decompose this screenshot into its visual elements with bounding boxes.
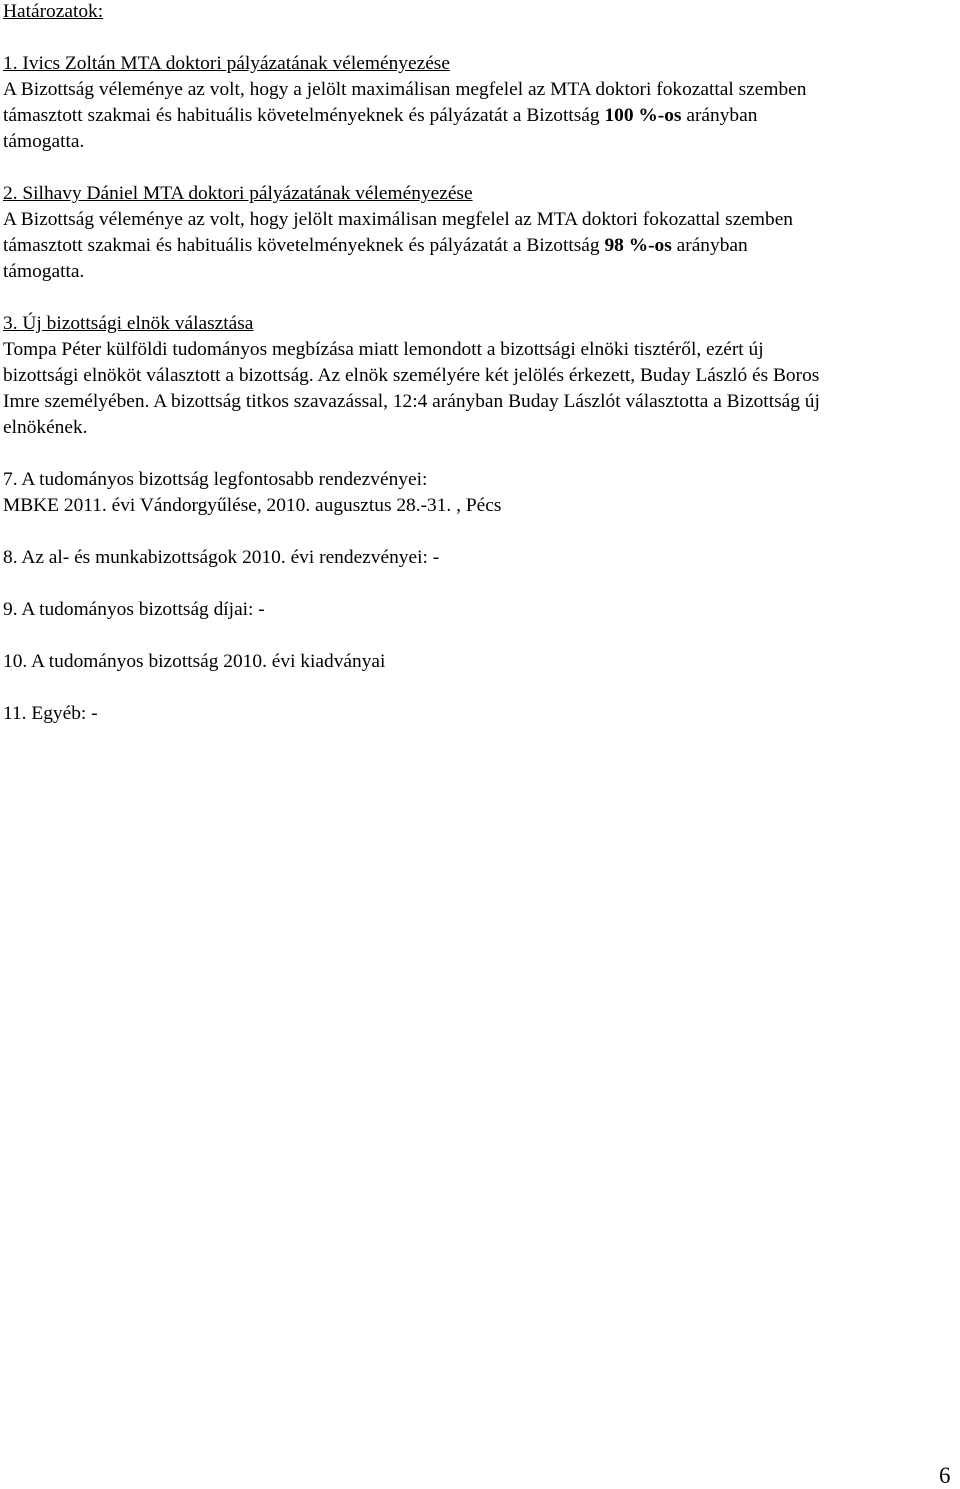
item-3-text-line-4: elnökének. — [3, 417, 88, 438]
item-2-text-line-3: támogatta. — [3, 261, 85, 282]
item-3-text-line-2: bizottsági elnököt választott a bizottság. Az elnök személyére két jelölés érkezett, Buday László és Boros — [3, 365, 820, 386]
decisions-heading: Határozatok: — [3, 1, 104, 22]
item-2-title: 2. Silhavy Dániel MTA doktori pályázatának véleményezése — [3, 183, 473, 204]
section-7-title: 7. A tudományos bizottság legfontosabb rendezvényei: — [3, 469, 428, 490]
item-2-text-line-2c: arányban — [671, 235, 748, 256]
item-1-title: 1. Ivics Zoltán MTA doktori pályázatának véleményezése — [3, 53, 450, 74]
section-9-title: 9. A tudományos bizottság díjai: - — [3, 599, 265, 620]
item-3-title: 3. Új bizottsági elnök választása — [3, 313, 254, 334]
item-1-text-line-2a: támasztott szakmai és habituális követelményeknek és pályázatát a Bizottság — [3, 105, 605, 126]
item-1-text-line-2c: arányban — [681, 105, 758, 126]
item-1-text-line-3: támogatta. — [3, 131, 85, 152]
item-3-text-line-3: Imre személyében. A bizottság titkos szavazással, 12:4 arányban Buday Lászlót választotta a Bizottság új — [3, 391, 820, 412]
section-11-title: 11. Egyéb: - — [3, 703, 98, 724]
item-1-text-line-2 — [3, 104, 757, 128]
section-7-event: MBKE 2011. évi Vándorgyűlése, 2010. augusztus 28.-31. , Pécs — [3, 495, 502, 516]
item-1-percentage: 100 %-os — [604, 105, 682, 126]
item-2-text-line-2 — [3, 234, 748, 258]
page-number: 6 — [939, 1463, 951, 1488]
item-3-text-line-1: Tompa Péter külföldi tudományos megbízása miatt lemondott a bizottsági elnöki tisztéről, ezért új — [3, 339, 764, 360]
section-8-title: 8. Az al- és munkabizottságok 2010. évi rendezvényei: - — [3, 547, 440, 568]
item-2-percentage: 98 %-os — [604, 235, 672, 256]
section-10-title: 10. A tudományos bizottság 2010. évi kiadványai — [3, 651, 386, 672]
item-2-text-line-1: A Bizottság véleménye az volt, hogy jelölt maximálisan megfelel az MTA doktori fokozattal szemben — [3, 209, 794, 230]
item-2-text-line-2a: támasztott szakmai és habituális követelményeknek és pályázatát a Bizottság — [3, 235, 605, 256]
item-1-text-line-1: A Bizottság véleménye az volt, hogy a jelölt maximálisan megfelel az MTA doktori fokozattal szemben — [3, 79, 807, 100]
